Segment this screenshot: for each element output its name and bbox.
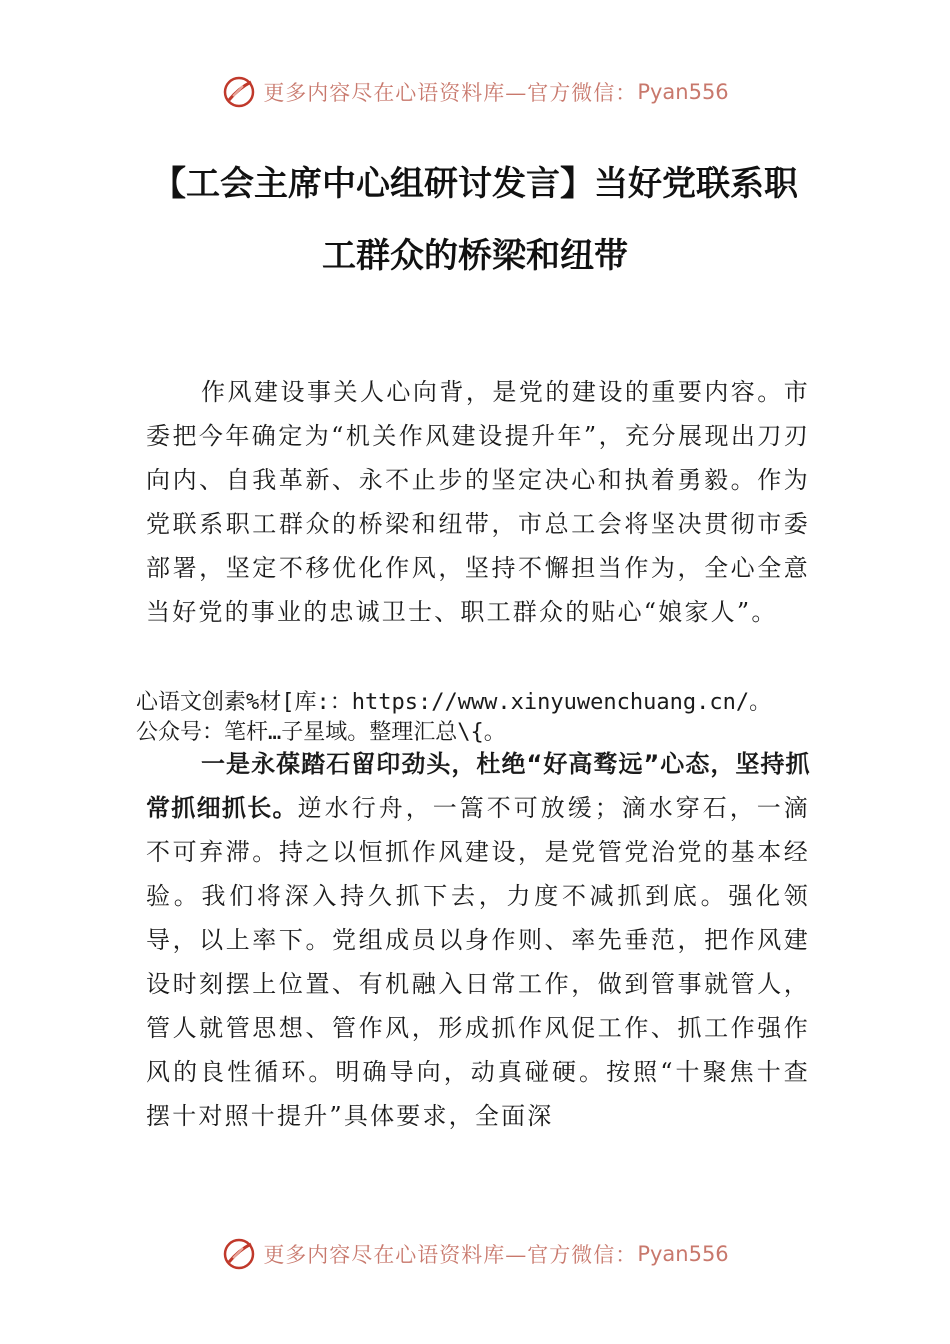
point-one-body: 逆水行舟，一篙不可放缓；滴水穿石，一滴不可弃滞。持之以恒抓作风建设，是党管党治党的基本经验。我们将深入持久抓下去，力度不减抓到底。强化领导，以上率下。党组成员以身作则、率先垂范，把作风建设时刻摆上位置、有机融入日常工作，做到管事就管人，管人就管思想、管作风，形成抓作风促工作、抓工作强作风的良性循环。明确导向，动真碰硬。按照“十聚焦十查摆十对照十提升”具体要求，全面深 bbox=[146, 794, 810, 1130]
point-one-heading: 一是永葆踏石留印劲头，杜绝“好高骛远”心态，坚持抓常抓细抓长。 bbox=[146, 750, 810, 822]
document-title-line1: 【工会主席中心组研讨发言】当好党联系职 bbox=[152, 164, 798, 204]
watermark-text: 更多内容尽在心语资料库—官方微信： bbox=[263, 81, 638, 105]
pen-seal-icon bbox=[221, 1236, 257, 1272]
promo-line-2: 公众号：笔杆…子星域。整理汇总\{。 bbox=[136, 720, 506, 745]
promo-block bbox=[136, 688, 826, 748]
promo-line-1: 心语文创素%材[库:：https://www.xinyuwenchuang.cn/。 bbox=[136, 690, 772, 715]
document-title-line2: 工群众的桥梁和纽带 bbox=[322, 236, 628, 276]
header-watermark bbox=[0, 70, 950, 114]
paragraph-intro: 作风建设事关人心向背，是党的建设的重要内容。市委把今年确定为“机关作风建设提升年”，充分展现出刀刃向内、自我革新、永不止步的坚定决心和执着勇毅。作为党联系职工群众的桥梁和纽带，市总工会将坚决贯彻市委部署，坚定不移优化作风，坚持不懈担当作为，全心全意当好党的事业的忠诚卫士、职工群众的贴心“娘家人”。 bbox=[146, 378, 810, 626]
footer-watermark bbox=[0, 1232, 950, 1276]
watermark-wechat-id: Pyan556 bbox=[637, 80, 729, 104]
paragraph-point-one bbox=[146, 742, 810, 1138]
watermark-wechat-id: Pyan556 bbox=[637, 1242, 729, 1266]
watermark-text: 更多内容尽在心语资料库—官方微信： bbox=[263, 1243, 638, 1267]
pen-seal-icon bbox=[221, 74, 257, 110]
